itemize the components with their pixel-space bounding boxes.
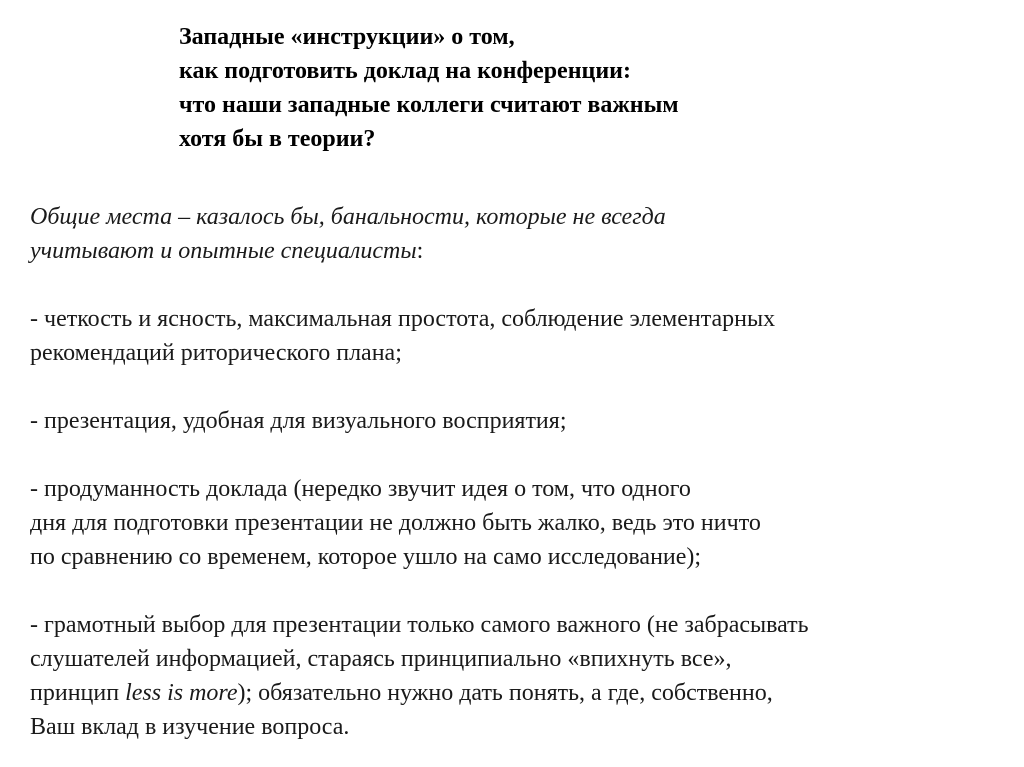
less-is-more-phrase: less is more bbox=[125, 680, 238, 706]
intro-line: Общие места – казалось бы, банальности, которые не всегда bbox=[30, 204, 666, 230]
title-line: Западные «инструкции» о том, bbox=[179, 24, 515, 50]
spacer bbox=[30, 574, 1005, 608]
list-item-line: по сравнению со временем, которое ушло на само исследование); bbox=[30, 544, 702, 570]
principle-suffix: ); обязательно нужно дать понять, а где, собственно, bbox=[237, 680, 773, 706]
intro-colon: : bbox=[416, 238, 424, 264]
principle-prefix: принцип bbox=[30, 680, 126, 706]
list-item-line: Ваш вклад в изучение вопроса. bbox=[30, 714, 350, 740]
title-line: как подготовить доклад на конференции: bbox=[179, 58, 632, 84]
list-item-clarity bbox=[30, 302, 1005, 370]
list-item-selection bbox=[30, 608, 1005, 744]
intro-line-text: учитывают и опытные специалисты bbox=[30, 238, 417, 264]
list-item-line: - четкость и ясность, максимальная простота, соблюдение элементарных bbox=[30, 306, 776, 332]
title-line: что наши западные коллеги считают важным bbox=[179, 92, 679, 118]
list-item-thoughtfulness bbox=[30, 472, 1005, 574]
list-item-line: - продуманность доклада (нередко звучит идея о том, что одного bbox=[30, 476, 691, 502]
spacer bbox=[30, 370, 1005, 404]
list-item-line: - грамотный выбор для презентации только самого важного (не забрасывать bbox=[30, 612, 809, 638]
intro-line bbox=[30, 234, 1005, 268]
intro-paragraph bbox=[30, 200, 1005, 268]
list-item-line bbox=[30, 676, 1005, 710]
spacer bbox=[30, 438, 1005, 472]
list-item-line: слушателей информацией, стараясь принципиально «впихнуть все», bbox=[30, 646, 732, 672]
slide-title bbox=[179, 20, 939, 156]
list-item-presentation bbox=[30, 404, 1005, 438]
list-item-line: рекомендаций риторического плана; bbox=[30, 340, 402, 366]
list-item-line: - презентация, удобная для визуального восприятия; bbox=[30, 408, 567, 434]
slide-body bbox=[30, 200, 1005, 744]
list-item-line: дня для подготовки презентации не должно быть жалко, ведь это ничто bbox=[30, 510, 761, 536]
spacer bbox=[30, 268, 1005, 302]
title-line: хотя бы в теории? bbox=[179, 126, 376, 152]
